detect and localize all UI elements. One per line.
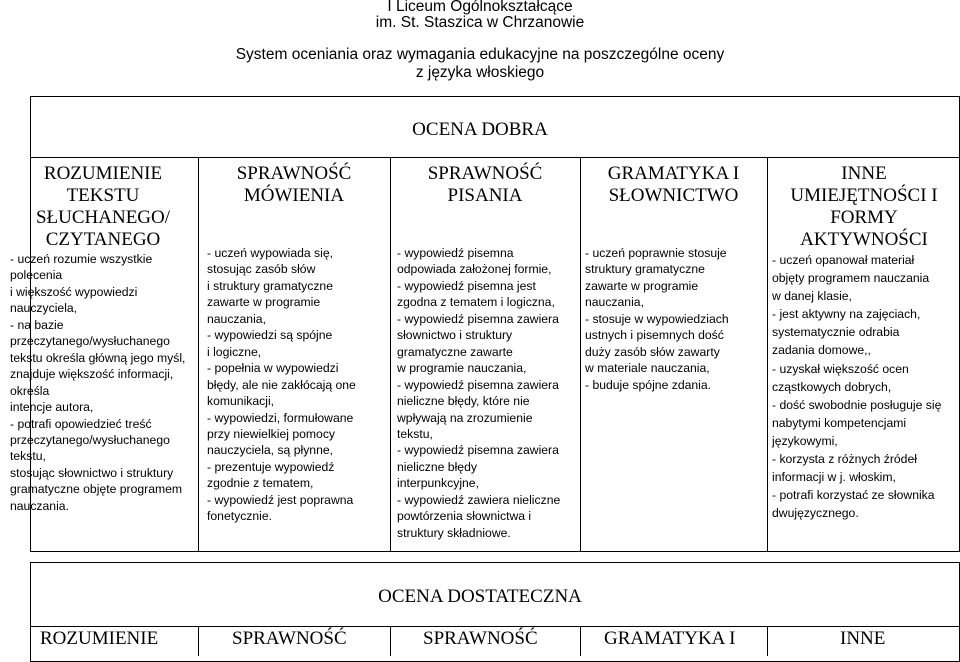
requirement-line: - uczeń wypowiada się, [207, 246, 333, 260]
requirement-line: zgodna z tematem i logiczna, [397, 295, 555, 310]
requirement-line: - wypowiedź pisemna zawiera [397, 377, 559, 392]
requirement-line: - uczeń opanował materiał [772, 253, 915, 267]
column-divider [198, 157, 199, 552]
requirement-line: - wypowiedzi są spójne [207, 328, 333, 343]
requirement-line: ustnych i pisemnych dość [585, 328, 724, 343]
requirement-line: - na bazie [10, 317, 64, 332]
requirement-line: zadania domowe,, [772, 343, 871, 358]
requirement-line: w materiale nauczania, [585, 361, 710, 376]
column-header [200, 163, 388, 245]
header-line: TEKSTU [66, 185, 140, 206]
requirement-line: - wypowiedź pisemna zawiera [397, 311, 559, 326]
column-divider [767, 626, 768, 656]
requirement-line: - dość swobodnie posługuje się [772, 397, 942, 412]
column-grammar-vocabulary [582, 163, 765, 393]
requirement-line: komunikacji, [207, 394, 275, 409]
header-line: INNE [841, 163, 887, 184]
requirements-list [397, 245, 578, 541]
requirement-line: polecenia [10, 268, 63, 283]
requirements-list [585, 245, 765, 393]
requirements-list [772, 251, 959, 522]
header-line: AKTYWNOŚCI [800, 229, 928, 250]
header-line: SPRAWNOŚĆ [427, 163, 543, 184]
requirement-line: - jest aktywny na zajęciach, [772, 307, 921, 322]
requirement-line: przeczytanego/wysłuchanego [10, 432, 170, 447]
requirement-line: struktury gramatyczne [585, 262, 705, 277]
column-header [10, 163, 196, 251]
requirements-list [10, 251, 196, 514]
requirement-line: - wypowiedzi, formułowane [207, 410, 354, 425]
header-line: SŁUCHANEGO/ [35, 207, 171, 228]
requirement-line: fonetycznie. [207, 509, 273, 524]
column-header: ROZUMIENIE [40, 628, 159, 649]
column-header: GRAMATYKA I [604, 628, 736, 649]
requirement-line: - uzyskał większość ocen [772, 361, 909, 376]
column-divider [390, 626, 391, 656]
column-reading-listening [10, 163, 196, 514]
requirement-line: - stosuje w wypowiedziach [585, 311, 729, 326]
requirement-line: nauczania. [10, 498, 69, 513]
requirement-line: intencje autora, [10, 400, 94, 415]
requirement-line: językowymi, [772, 433, 838, 448]
document-subtitle: z języka włoskiego [415, 64, 545, 81]
requirement-line: stosując zasób słów [207, 262, 316, 277]
requirement-line: - popełnia w wypowiedzi [207, 361, 339, 376]
column-speaking [200, 163, 388, 525]
requirement-line: błędy, ale nie zakłócają one [207, 377, 356, 392]
column-divider [767, 157, 768, 552]
requirement-line: interpunkcyjne, [397, 476, 479, 491]
requirement-line: zgodnie z tematem, [207, 476, 314, 491]
column-header: INNE [840, 628, 886, 649]
requirement-line: przeczytanego/wysłuchanego [10, 334, 170, 349]
requirement-line: dwujęzycznego. [772, 506, 859, 521]
requirement-line: nauczyciela, są płynne, [207, 443, 334, 458]
header-line: SPRAWNOŚĆ [236, 163, 352, 184]
requirement-line: cząstkowych dobrych, [772, 379, 892, 394]
grade-good-title: OCENA DOBRA [412, 119, 548, 140]
requirement-line: nieliczne błędy, które nie [397, 394, 530, 409]
requirement-line: - potrafi korzystać ze słownika [772, 488, 935, 503]
column-writing [392, 163, 578, 541]
requirement-line: tekstu określa główną jego myśl, [10, 350, 186, 365]
grade-sufficient-divider [30, 626, 960, 627]
requirement-line: - wypowiedź jest poprawna [207, 492, 354, 507]
requirement-line: - wypowiedź pisemna zawiera [397, 443, 559, 458]
requirement-line: nauczania, [207, 311, 266, 326]
requirement-line: nauczania, [585, 295, 644, 310]
requirement-line: nauczyciela, [10, 301, 78, 316]
requirement-line: - wypowiedź pisemna jest [397, 278, 536, 293]
column-header [769, 163, 959, 251]
requirement-line: i logiczne, [207, 344, 262, 359]
requirement-line: duży zasób słów zawarty [585, 344, 720, 359]
requirement-line: w programie nauczania, [397, 361, 527, 376]
requirement-line: - wypowiedź pisemna [397, 246, 514, 260]
requirement-line: nabytymi kompetencjami [772, 415, 907, 430]
requirements-list [207, 245, 388, 525]
requirement-line: zawarte w programie [207, 295, 321, 310]
requirement-line: zawarte w programie [585, 278, 699, 293]
header-line: MÓWIENIA [243, 185, 345, 206]
grade-sufficient-title: OCENA DOSTATECZNA [378, 586, 582, 607]
column-header [582, 163, 765, 245]
school-name: I Liceum Ogólnokształcące [387, 0, 573, 15]
header-line: PISANIA [447, 185, 523, 206]
column-divider [390, 157, 391, 552]
column-divider [198, 626, 199, 656]
header-line: FORMY [830, 207, 898, 228]
column-header: SPRAWNOŚĆ [232, 628, 347, 649]
requirement-line: tekstu, [10, 449, 46, 464]
requirement-line: w danej klasie, [772, 289, 852, 304]
header-line: GRAMATYKA I [607, 163, 740, 184]
header-line: CZYTANEGO [45, 229, 161, 250]
requirement-line: gramatyczne zawarte [397, 344, 513, 359]
column-header: SPRAWNOŚĆ [423, 628, 538, 649]
column-other-skills [769, 163, 959, 522]
requirement-line: struktury składniowe. [397, 525, 511, 540]
document-title: System oceniania oraz wymagania edukacyjne na poszczególne oceny [235, 46, 725, 63]
requirement-line: - wypowiedź zawiera nieliczne [397, 492, 561, 507]
requirement-line: powtórzenia słownictwa i [397, 509, 532, 524]
requirement-line: - buduje spójne zdania. [585, 377, 712, 392]
requirement-line: - uczeń poprawnie stosuje [585, 246, 727, 260]
requirement-line: wpływają na zrozumienie [397, 410, 533, 425]
requirement-line: i struktury gramatyczne [207, 278, 333, 293]
requirement-line: - uczeń rozumie wszystkie [10, 252, 153, 266]
requirement-line: - korzysta z różnych źródeł [772, 452, 917, 467]
header-line: SŁOWNICTWO [608, 185, 739, 206]
requirement-line: informacji w j. włoskim, [772, 470, 896, 485]
school-patron: im. St. Staszica w Chrzanowie [375, 14, 585, 31]
column-divider [580, 626, 581, 656]
requirement-line: gramatyczne objęte programem [10, 482, 183, 497]
requirement-line: stosując słownictwo i struktury [10, 465, 174, 480]
header-line: ROZUMIENIE [43, 163, 163, 184]
requirement-line: systematycznie odrabia [772, 325, 900, 340]
requirement-line: określa [10, 383, 50, 398]
requirement-line: tekstu, [397, 426, 433, 441]
column-header [392, 163, 578, 245]
requirement-line: nieliczne błędy [397, 459, 477, 474]
requirement-line: objęty programem nauczania [772, 271, 930, 286]
requirement-line: słownictwo i struktury [397, 328, 513, 343]
column-divider [580, 157, 581, 552]
requirement-line: - prezentuje wypowiedź [207, 459, 335, 474]
header-line: UMIEJĘTNOŚCI I [790, 185, 938, 206]
requirement-line: - potrafi opowiedzieć treść [10, 416, 152, 431]
grade-good-divider [30, 157, 960, 158]
requirement-line: odpowiada założonej formie, [397, 262, 552, 277]
requirement-line: i większość wypowiedzi [10, 284, 138, 299]
requirement-line: przy niewielkiej pomocy [207, 426, 336, 441]
requirement-line: znajduje większość informacji, [10, 367, 174, 382]
